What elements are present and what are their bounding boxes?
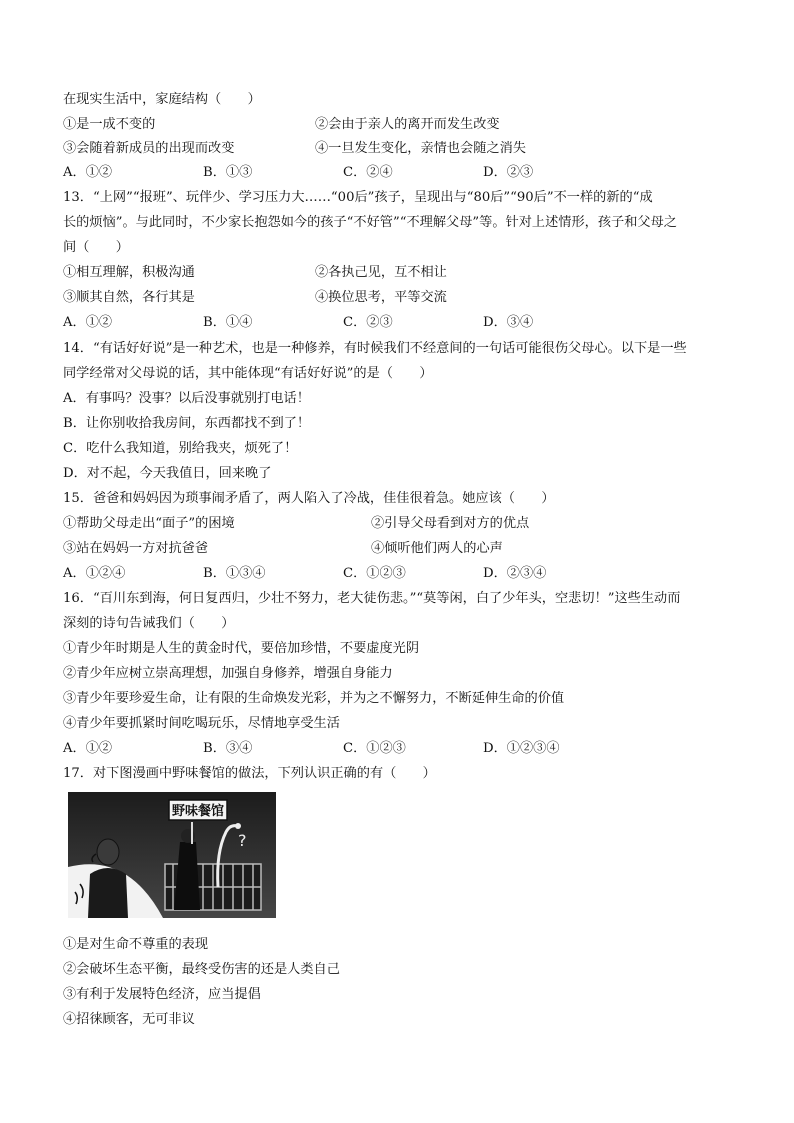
- q13-option-a: A．①②: [63, 315, 113, 330]
- q12-stem: 在现实生活中，家庭结构（ ）: [63, 92, 261, 107]
- q14-choice-a: A．有事吗？没事？以后没事就别打电话！: [63, 391, 310, 406]
- q16-option-a: A．①②: [63, 741, 113, 756]
- q16-item-2: ②青少年应树立崇高理想，加强自身修养，增强自身能力: [63, 666, 393, 681]
- q13-option-c: C．②③: [343, 315, 393, 330]
- q16-stem-line2: 深刻的诗句告诫我们（ ）: [63, 616, 235, 631]
- q12-item-1: ①是一成不变的: [63, 117, 156, 132]
- q13-item-4: ④换位思考，平等交流: [315, 290, 447, 305]
- q17-item-2: ②会破坏生态平衡，最终受伤害的还是人类自己: [63, 962, 340, 977]
- q13-option-b: B．①④: [203, 315, 253, 330]
- q14-choice-b: B．让你别收拾我房间，东西都找不到了！: [63, 416, 311, 431]
- q15-item-3: ③站在妈妈一方对抗爸爸: [63, 541, 209, 556]
- q14-choice-d: D．对不起，今天我值日，回来晚了: [63, 466, 272, 481]
- q12-option-b: B．①③: [203, 165, 253, 180]
- q16-stem-line1: 16．“百川东到海，何日复西归，少壮不努力，老大徒伤悲。”“莫等闲，白了少年头，空悲切！”这些生动而: [63, 591, 681, 606]
- q16-option-c: C．①②③: [343, 741, 406, 756]
- q12-option-a: A．①②: [63, 165, 113, 180]
- q17-item-4: ④招徕顾客，无可非议: [63, 1012, 195, 1027]
- q15-option-c: C．①②③: [343, 566, 406, 581]
- q12-item-2: ②会由于亲人的离开而发生改变: [315, 117, 500, 132]
- q15-option-d: D．②③④: [483, 566, 547, 581]
- q12-item-4: ④一旦发生变化，亲情也会随之消失: [315, 141, 526, 156]
- q16-item-4: ④青少年要抓紧时间吃喝玩乐，尽情地享受生活: [63, 716, 340, 731]
- q15-stem: 15．爸爸和妈妈因为琐事闹矛盾了，两人陷入了冷战，佳佳很着急。她应该（ ）: [63, 491, 555, 506]
- q13-item-2: ②各执己见，互不相让: [315, 265, 447, 280]
- q17-item-3: ③有利于发展特色经济，应当提倡: [63, 987, 261, 1002]
- q12-option-d: D．②③: [483, 165, 534, 180]
- wild-game-restaurant-cartoon: [68, 792, 276, 918]
- q12-item-3: ③会随着新成员的出现而改变: [63, 141, 235, 156]
- q17-stem: 17．对下图漫画中野味餐馆的做法，下列认识正确的有（ ）: [63, 766, 436, 781]
- q17-item-1: ①是对生命不尊重的表现: [63, 937, 209, 952]
- q12-option-c: C．②④: [343, 165, 393, 180]
- q14-choice-c: C．吃什么我知道，别给我夹，烦死了！: [63, 441, 298, 456]
- q14-stem-line1: 14．“有话好好说”是一种艺术，也是一种修养，有时候我们不经意间的一句话可能很伤父母心。以下是一些: [63, 341, 687, 356]
- q15-item-1: ①帮助父母走出“面子”的困境: [63, 516, 235, 531]
- restaurant-sign: [169, 800, 227, 820]
- sign-text: 野味餐馆: [171, 804, 225, 819]
- svg-text:?: ?: [238, 831, 247, 850]
- q16-option-b: B．③④: [203, 741, 253, 756]
- q13-stem-line3: 间（ ）: [63, 240, 129, 255]
- q13-item-1: ①相互理解，积极沟通: [63, 265, 195, 280]
- q13-stem-line2: 长的烦恼”。与此同时，不少家长抱怨如今的孩子“不好管”“不理解父母”等。针对上述情形，孩子和父母之: [63, 215, 677, 230]
- q16-item-1: ①青少年时期是人生的黄金时代，要倍加珍惜，不要虚度光阴: [63, 641, 420, 656]
- q13-item-3: ③顺其自然，各行其是: [63, 290, 195, 305]
- q15-option-a: A．①②④: [63, 566, 126, 581]
- q15-item-4: ④倾听他们两人的心声: [371, 541, 503, 556]
- q15-option-b: B．①③④: [203, 566, 266, 581]
- q16-option-d: D．①②③④: [483, 741, 560, 756]
- q15-item-2: ②引导父母看到对方的优点: [371, 516, 530, 531]
- q14-stem-line2: 同学经常对父母说的话，其中能体现“有话好好说”的是（ ）: [63, 366, 433, 381]
- q13-stem-line1: 13．“上网”“报班”、玩伴少、学习压力大……“00后”孩子，呈现出与“80后”“90后”不一样的新的“成: [63, 190, 653, 205]
- q13-option-d: D．③④: [483, 315, 534, 330]
- q16-item-3: ③青少年要珍爱生命，让有限的生命焕发光彩，并为之不懈努力，不断延伸生命的价值: [63, 691, 565, 706]
